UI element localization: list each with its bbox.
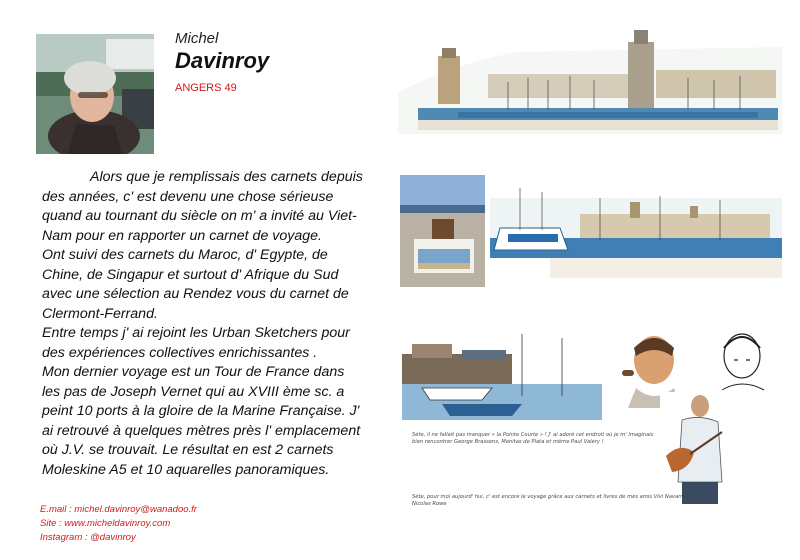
artwork-easel-photo xyxy=(400,175,485,287)
bio-paragraph: Alors que je remplissais des carnets depuis des années, c' est devenu une chose sérieuse quand au tournant du siècle on m' a invité au Viet-Nam pour en rapporter un carnet de voyage. xyxy=(42,169,363,244)
biography-text xyxy=(42,168,364,480)
contact-site[interactable]: Site : www.micheldavinroy.com xyxy=(40,518,171,529)
contact-instagram[interactable]: Instagram : @davinroy xyxy=(40,532,136,543)
artist-first-name: Michel xyxy=(175,30,219,47)
artwork-harbour-panorama xyxy=(398,22,782,134)
artist-photo xyxy=(36,34,154,154)
bio-paragraph: Mon dernier voyage est un Tour de France dans les pas de Joseph Vernet qui au XVIII ème sc. a peint 10 ports à la gloire de la Marine Française. J' ai retrouvé à quelques mètres près l' emplacement où J.V. se trouvait. Le résultat en est 2 carnets Moleskine A5 et 10 aquarelles panoramiques. xyxy=(42,364,361,478)
bio-paragraph: Entre temps j' ai rejoint les Urban Sketchers pour des expériences collectives enrichissantes . xyxy=(42,325,350,361)
bio-paragraph: Ont suivi des carnets du Maroc, d' Egypte, de Chine, de Singapur et surtout d' Afrique du Sud avec une sélection au Rendez vous du carnet de Clermont-Ferrand. xyxy=(42,247,349,322)
artwork-guitarist xyxy=(660,392,730,504)
artist-city: ANGERS 49 xyxy=(175,82,237,94)
artwork-portrait-man xyxy=(708,320,778,402)
sketch-note-sete-today: Sète, pour moi aujourd' hui, c' est encore le voyage grâce aux carnets et livres de mes amis Vivi Navarro et Nicolas Rowe xyxy=(412,494,693,508)
artwork-port-watercolour xyxy=(490,178,782,290)
sketch-note-sete: Sète, il ne fallait pas manquer « la Pointe Courte » ! J' ai adoré cet endroit où je m' imaginais bien rencontrer George Brassens, Manitas de Plata et même Paul Valéry ! xyxy=(412,432,654,446)
artist-last-name: Davinroy xyxy=(175,48,270,73)
contact-email[interactable]: E.mail : michel.davinroy@wanadoo.fr xyxy=(40,504,197,515)
artwork-boats-sete xyxy=(402,324,602,430)
